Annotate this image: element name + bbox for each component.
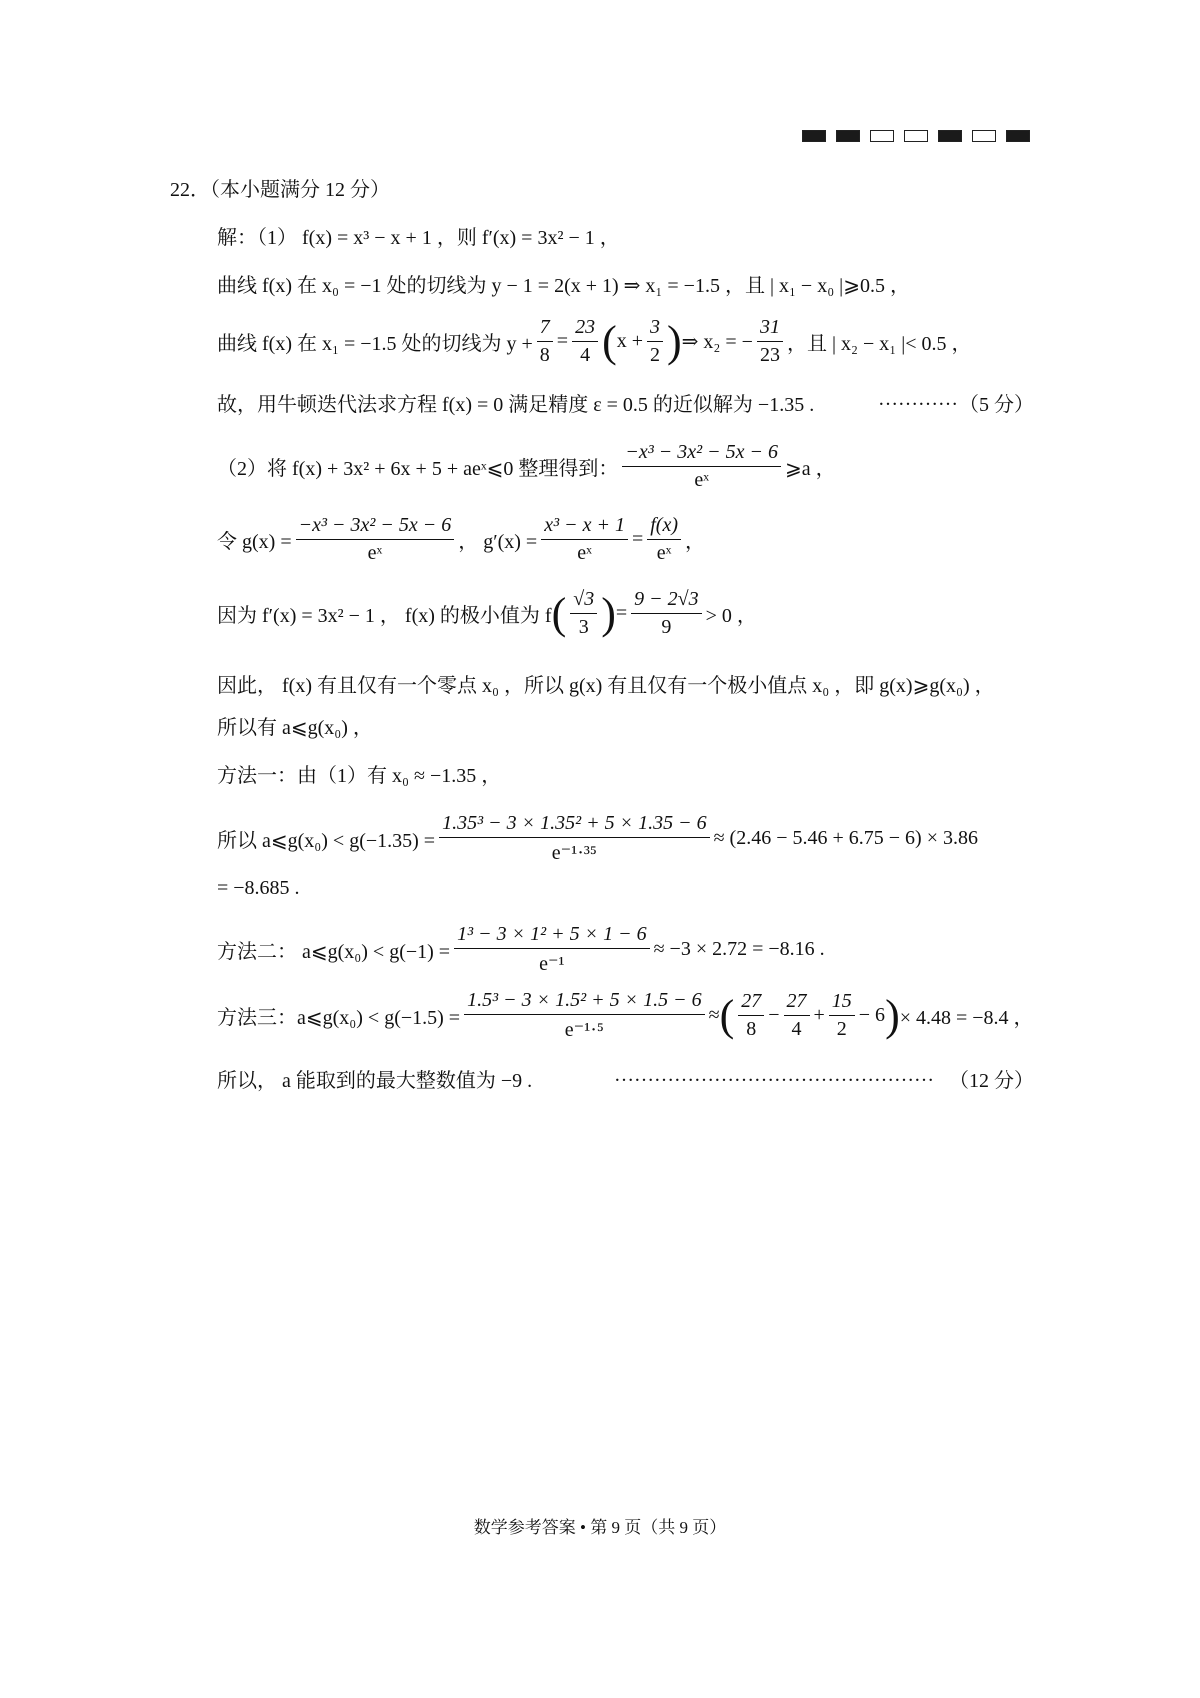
text-segment: ≈ [708,1004,720,1026]
text-segment: 令 g(x) = [217,531,292,553]
denominator: 4 [580,344,591,366]
numerator: 1.35³ − 3 × 1.35² + 5 × 1.35 − 6 [439,812,709,838]
text-segment: ⩾a ， [785,458,836,480]
fraction [572,316,598,367]
solution-line-9: 所以有 a⩽g(x₀) ， [217,717,373,739]
fraction [454,923,649,976]
text-segment: = [556,330,569,352]
text-segment: × 4.48 = −8.4 ， [899,1007,1034,1029]
score-12: （12 分） [949,1070,1034,1092]
numerator: √3 [570,588,597,614]
fraction [537,316,553,367]
text-segment: = [631,528,644,550]
marker-square [938,130,962,142]
marker-square [972,130,996,142]
fraction [784,990,810,1041]
fraction [631,588,701,639]
numerator: 31 [757,316,783,342]
page-footer: 数学参考答案 • 第 9 页（共 9 页） [473,1518,727,1537]
solution-line-6 [217,514,705,565]
text-segment: 因为 f′(x) = 3x² − 1 ， f(x) 的极小值为 f [217,605,552,627]
denominator: eˣ [656,542,672,564]
solution-line-10: 方法一：由（1）有 x₀ ≈ −1.35 ， [217,765,502,787]
fraction [541,514,628,565]
denominator: e⁻¹ [539,953,565,975]
text-segment: ≈ (2.46 − 5.46 + 6.75 − 6) × 3.86 [713,827,978,849]
text-segment: 所以 a⩽g(x₀) < g(−1.35) = [217,830,436,852]
numerator: f(x) [647,514,681,540]
fraction [647,316,663,367]
paren-close: ) [667,316,682,366]
numerator: 15 [829,990,855,1016]
fraction [757,316,783,367]
solution-line-5 [217,441,836,492]
text-segment: + [813,1004,825,1026]
fraction [647,514,681,565]
solution-line-4: 故，用牛顿迭代法求方程 f(x) = 0 满足精度 ε = 0.5 的近似解为 −1.35 . [217,394,815,416]
denominator: 8 [539,344,550,366]
problem-heading: 22．（本小题满分 12 分） [170,179,390,201]
denominator: 2 [650,344,661,366]
paren-open: ( [551,588,567,638]
denominator: 9 [661,616,672,638]
text-segment: − 6 [858,1004,886,1026]
fraction [570,588,597,639]
denominator: eˣ [694,469,710,491]
paren-open: ( [719,990,735,1040]
text-segment: 方法二： a⩽g(x₀) < g(−1) = [217,941,451,963]
marker-square [870,130,894,142]
fraction [829,990,855,1041]
numerator: 27 [738,990,764,1016]
text-segment: ，且 | x₂ − x₁ |< 0.5 ， [786,333,972,355]
fraction [439,812,709,865]
fraction [296,514,455,565]
numerator: 3 [647,316,663,342]
score-5: （5 分） [959,394,1034,416]
text-segment: ， g′(x) = [458,531,538,553]
solution-line-14 [217,989,1034,1042]
paren-open: ( [602,316,617,366]
marker-square [1006,130,1030,142]
denominator: 2 [836,1018,847,1040]
text-segment: x + [616,330,644,352]
numerator: 1³ − 3 × 1² + 5 × 1 − 6 [454,923,649,949]
text-segment: （2）将 f(x) + 3x² + 6x + 5 + aeˣ⩽0 整理得到： [217,458,619,480]
text-segment: ， [685,531,705,553]
fraction [738,990,764,1041]
denominator: 4 [791,1018,802,1040]
denominator: e⁻¹·⁵ [564,1019,604,1041]
denominator: eˣ [367,542,383,564]
text-segment: ≈ −3 × 2.72 = −8.16 . [653,938,825,960]
numerator: −x³ − 3x² − 5x − 6 [296,514,455,540]
text-segment: = [615,602,628,624]
solution-line-8: 因此， f(x) 有且仅有一个零点 x₀ ，所以 g(x) 有且仅有一个极小值点 x₀ ，即 g(x)⩾g(x₀) ， [217,675,995,697]
marker-square [836,130,860,142]
solution-line-15: 所以， a 能取到的最大整数值为 −9 . [217,1070,533,1092]
denominator: 23 [759,344,780,366]
paren-close: ) [885,990,900,1040]
numerator: 1.5³ − 3 × 1.5² + 5 × 1.5 − 6 [464,989,704,1015]
answer-markers [802,130,1030,142]
text-segment: 方法三：a⩽g(x₀) < g(−1.5) = [217,1007,461,1029]
numerator: 23 [572,316,598,342]
numerator: 27 [784,990,810,1016]
solution-line-12: = −8.685 . [217,877,300,899]
marker-square [802,130,826,142]
numerator: x³ − x + 1 [541,514,628,540]
leader-dots: ………………………………………… [614,1064,934,1086]
text-segment: > 0 ， [705,605,757,627]
numerator: 9 − 2√3 [631,588,701,614]
denominator: 3 [578,616,589,638]
denominator: eˣ [577,542,592,564]
numerator: −x³ − 3x² − 5x − 6 [622,441,781,467]
text-segment: − [768,1004,780,1026]
marker-square [904,130,928,142]
solution-line-3 [217,316,971,367]
text-segment: ⇒ x₂ = − [681,331,753,353]
solution-line-2: 曲线 f(x) 在 x₀ = −1 处的切线为 y − 1 = 2(x + 1) ⇒ x₁ = −1.5 ，且 | x₁ − x₀ |⩾0.5 ， [217,275,910,297]
leader-dots: ………… [878,388,958,410]
denominator: e⁻¹·³⁵ [551,842,597,864]
solution-line-13 [217,923,825,976]
solution-line-11 [217,812,978,865]
solution-line-1: 解：（1） f(x) = x³ − x + 1 ，则 f′(x) = 3x² − 1 ， [217,227,620,249]
numerator: 7 [537,316,553,342]
paren-close: ) [601,588,616,638]
solution-line-7 [217,588,757,639]
fraction [622,441,781,492]
text-segment: 曲线 f(x) 在 x₁ = −1.5 处的切线为 y + [217,333,533,355]
denominator: 8 [746,1018,757,1040]
fraction [464,989,704,1042]
